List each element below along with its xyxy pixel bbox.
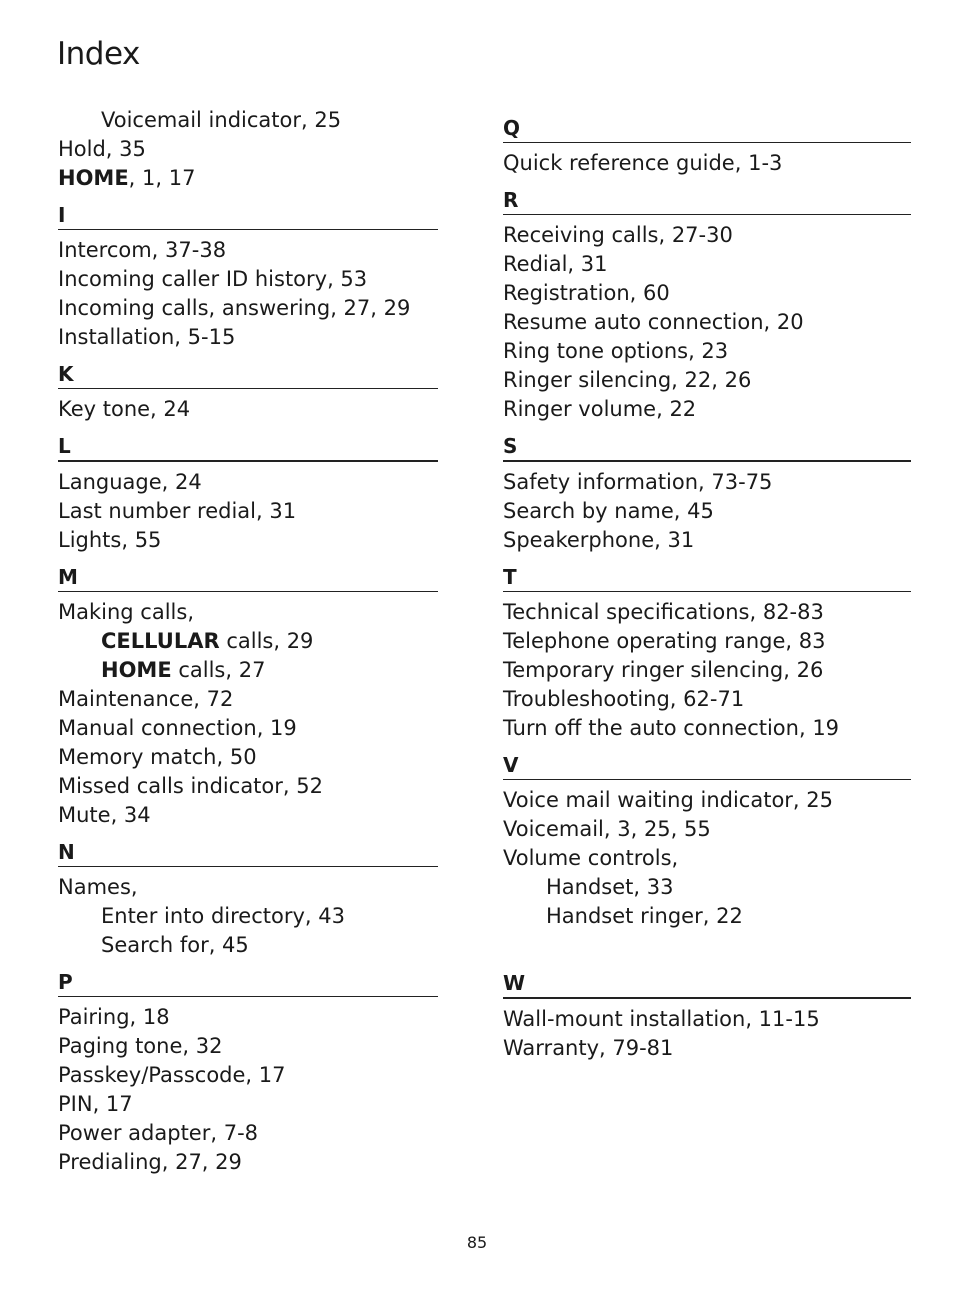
key-label: HOME bbox=[101, 658, 172, 682]
entry-text: calls, 29 bbox=[219, 629, 314, 653]
entry-text: Volume controls, bbox=[503, 846, 679, 870]
entry-text: Predialing, 27, 29 bbox=[58, 1150, 242, 1174]
index-entry bbox=[503, 656, 911, 685]
section-divider bbox=[58, 866, 438, 867]
entry-text: Power adapter, 7-8 bbox=[58, 1121, 259, 1145]
entry-text: Pairing, 18 bbox=[58, 1005, 170, 1029]
entry-text: Wall-mount installation, 11-15 bbox=[503, 1007, 820, 1031]
entry-text: Search by name, 45 bbox=[503, 499, 714, 523]
key-label: CELLULAR bbox=[101, 629, 220, 653]
index-entry bbox=[503, 308, 911, 337]
entry-text: Search for, 45 bbox=[101, 933, 249, 957]
entry-text: Names, bbox=[58, 875, 138, 899]
entry-text: Ringer silencing, 22, 26 bbox=[503, 368, 752, 392]
index-entry bbox=[58, 772, 438, 801]
entry-text: Warranty, 79-81 bbox=[503, 1036, 674, 1060]
entry-text: Paging tone, 32 bbox=[58, 1034, 223, 1058]
section-divider bbox=[58, 460, 438, 462]
section-letter: I bbox=[58, 203, 66, 227]
index-section bbox=[58, 433, 438, 555]
section-divider bbox=[58, 591, 438, 592]
index-entry bbox=[58, 468, 438, 497]
entry-text: Making calls, bbox=[58, 600, 194, 624]
index-section bbox=[58, 839, 438, 960]
entry-text: Technical specifications, 82-83 bbox=[503, 600, 824, 624]
entry-text: Mute, 34 bbox=[58, 803, 151, 827]
entry-text: Handset ringer, 22 bbox=[546, 904, 743, 928]
index-entry bbox=[503, 1034, 911, 1063]
index-subentry bbox=[58, 902, 438, 931]
index-section bbox=[58, 361, 438, 424]
index-subentry bbox=[58, 931, 438, 960]
index-entry bbox=[503, 1005, 911, 1034]
index-entry bbox=[58, 135, 438, 164]
index-entry bbox=[503, 685, 911, 714]
entry-text: Passkey/Passcode, 17 bbox=[58, 1063, 286, 1087]
index-entry bbox=[503, 337, 911, 366]
index-entry bbox=[58, 714, 438, 743]
index-section bbox=[58, 564, 438, 830]
index-column-right bbox=[503, 106, 911, 1063]
index-entry bbox=[503, 714, 911, 743]
index-section bbox=[58, 202, 438, 352]
index-section bbox=[503, 433, 911, 555]
index-section bbox=[503, 564, 911, 743]
index-entry bbox=[58, 1148, 438, 1177]
index-subentry bbox=[58, 656, 438, 685]
index-column-left bbox=[58, 106, 438, 1177]
index-entry bbox=[503, 395, 911, 424]
entry-text: Lights, 55 bbox=[58, 528, 162, 552]
index-subentry bbox=[58, 627, 438, 656]
entry-text: Voice mail waiting indicator, 25 bbox=[503, 788, 834, 812]
section-letter: W bbox=[503, 971, 526, 995]
entry-text: Manual connection, 19 bbox=[58, 716, 297, 740]
section-letter: Q bbox=[503, 116, 521, 140]
index-entry bbox=[503, 815, 911, 844]
section-letter: L bbox=[58, 434, 71, 458]
index-entry bbox=[58, 395, 438, 424]
index-entry bbox=[58, 323, 438, 352]
index-entry bbox=[58, 497, 438, 526]
index-entry bbox=[58, 1090, 438, 1119]
entry-text: calls, 27 bbox=[171, 658, 266, 682]
entry-text: PIN, 17 bbox=[58, 1092, 133, 1116]
section-letter: V bbox=[503, 753, 519, 777]
entry-text: Key tone, 24 bbox=[58, 397, 191, 421]
key-label: HOME bbox=[58, 166, 129, 190]
entry-text: Resume auto connection, 20 bbox=[503, 310, 804, 334]
index-entry bbox=[58, 1003, 438, 1032]
index-section bbox=[503, 187, 911, 424]
index-section bbox=[503, 970, 911, 1063]
index-subentry bbox=[503, 873, 911, 902]
entry-text: Speakerphone, 31 bbox=[503, 528, 695, 552]
entry-text: Safety information, 73-75 bbox=[503, 470, 773, 494]
index-entry bbox=[58, 164, 438, 193]
entry-text: Ring tone options, 23 bbox=[503, 339, 729, 363]
index-entry bbox=[58, 598, 438, 627]
section-divider bbox=[503, 591, 911, 592]
entry-text: Hold, 35 bbox=[58, 137, 146, 161]
index-entry bbox=[503, 497, 911, 526]
index-section bbox=[503, 752, 911, 931]
index-entry bbox=[58, 1032, 438, 1061]
index-section bbox=[503, 115, 911, 178]
entry-text: Turn off the auto connection, 19 bbox=[503, 716, 840, 740]
index-entry bbox=[503, 627, 911, 656]
entry-text: Last number redial, 31 bbox=[58, 499, 297, 523]
index-entry bbox=[503, 221, 911, 250]
entry-text: Installation, 5-15 bbox=[58, 325, 236, 349]
index-entry bbox=[503, 526, 911, 555]
entry-text: Telephone operating range, 83 bbox=[503, 629, 826, 653]
section-divider bbox=[58, 229, 438, 230]
entry-text: Troubleshooting, 62-71 bbox=[503, 687, 745, 711]
index-entry bbox=[58, 685, 438, 714]
entry-text: Missed calls indicator, 52 bbox=[58, 774, 323, 798]
entry-text: , 1, 17 bbox=[128, 166, 196, 190]
page-number: 85 bbox=[466, 1233, 488, 1252]
entry-text: Maintenance, 72 bbox=[58, 687, 234, 711]
section-letter: S bbox=[503, 434, 518, 458]
entry-text: Redial, 31 bbox=[503, 252, 608, 276]
entry-text: Incoming caller ID history, 53 bbox=[58, 267, 368, 291]
index-entry bbox=[58, 743, 438, 772]
index-entry bbox=[58, 1119, 438, 1148]
entry-text: Temporary ringer silencing, 26 bbox=[503, 658, 824, 682]
section-divider bbox=[503, 214, 911, 215]
index-entry bbox=[503, 250, 911, 279]
entry-text: Quick reference guide, 1-3 bbox=[503, 151, 783, 175]
entry-text: Memory match, 50 bbox=[58, 745, 257, 769]
entry-text: Receiving calls, 27-30 bbox=[503, 223, 733, 247]
entry-text: Registration, 60 bbox=[503, 281, 670, 305]
page-title: Index bbox=[57, 36, 140, 72]
index-entry bbox=[58, 265, 438, 294]
section-letter: K bbox=[58, 362, 74, 386]
section-divider bbox=[503, 460, 911, 462]
index-entry bbox=[58, 1061, 438, 1090]
index-entry bbox=[503, 468, 911, 497]
section-letter: N bbox=[58, 840, 75, 864]
index-subentry bbox=[503, 902, 911, 931]
index-entry bbox=[503, 786, 911, 815]
index-entry bbox=[503, 366, 911, 395]
entry-text: Ringer volume, 22 bbox=[503, 397, 697, 421]
section-letter: M bbox=[58, 565, 78, 589]
entry-text: Enter into directory, 43 bbox=[101, 904, 345, 928]
section-divider bbox=[503, 779, 911, 780]
index-subentry bbox=[58, 106, 438, 135]
entry-text: Language, 24 bbox=[58, 470, 202, 494]
index-entry bbox=[503, 279, 911, 308]
index-entry bbox=[503, 149, 911, 178]
section-divider bbox=[503, 997, 911, 999]
section-letter: T bbox=[503, 565, 517, 589]
index-entry bbox=[503, 598, 911, 627]
entry-text: Handset, 33 bbox=[546, 875, 674, 899]
section-letter: R bbox=[503, 188, 519, 212]
index-entry bbox=[58, 294, 438, 323]
index-entry bbox=[58, 873, 438, 902]
section-divider bbox=[503, 142, 911, 143]
section-divider bbox=[58, 996, 438, 997]
entry-text: Voicemail indicator, 25 bbox=[101, 108, 342, 132]
entry-text: Voicemail, 3, 25, 55 bbox=[503, 817, 711, 841]
index-entry bbox=[58, 526, 438, 555]
entry-text: Incoming calls, answering, 27, 29 bbox=[58, 296, 411, 320]
index-entry bbox=[503, 844, 911, 873]
index-entry bbox=[58, 801, 438, 830]
index-entry bbox=[58, 236, 438, 265]
section-divider bbox=[58, 388, 438, 389]
entry-text: Intercom, 37-38 bbox=[58, 238, 227, 262]
index-section bbox=[58, 969, 438, 1177]
section-letter: P bbox=[58, 970, 73, 994]
